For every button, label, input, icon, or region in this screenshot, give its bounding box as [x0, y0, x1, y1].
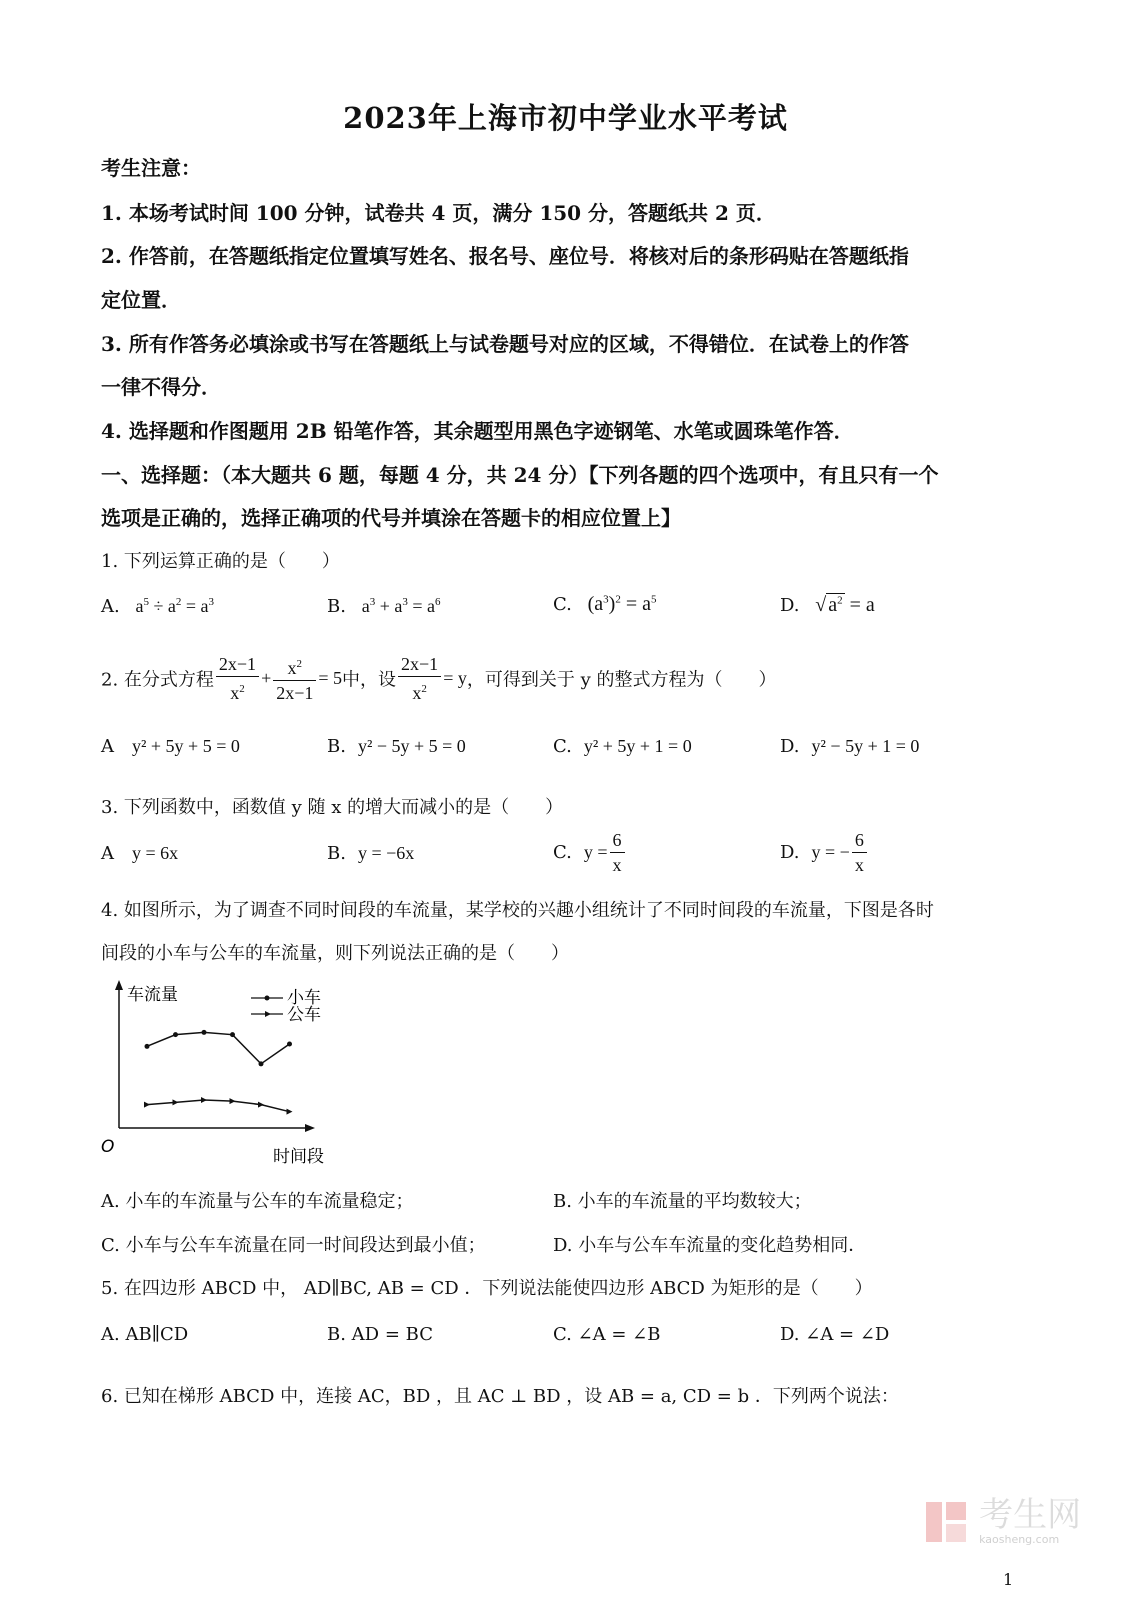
q3-option-c: C. y = $\frac{6}{x}$ [553, 828, 627, 877]
q5-stem: 5. 在四边形 ABCD 中， AD∥BC, AB = CD ．下列说法能使四边形 ABCD 为矩形的是（ ） [101, 1278, 873, 1299]
page-title: 2023年上海市初中学业水平考试 [343, 101, 788, 135]
q2-stem: 2. 在分式方程 $\frac{2x-1}{x^2}$ + $\frac{x^2}{2x-1}$ = 5中，设 $\frac{2x-1}{x^2}$ = y，可得到关于 y 的整式方程为（ ） [101, 654, 777, 703]
bus-point-1 [144, 1102, 150, 1108]
q3-option-b: B. y = −6x [327, 843, 415, 864]
q5-option-b: B. AD = BC [327, 1324, 433, 1345]
q3-stem: 3. 下列函数中，函数值 y 随 x 的增大而减小的是（ ） [101, 797, 564, 818]
legend-marker-bus [265, 1011, 271, 1017]
bus-point-4 [230, 1098, 236, 1104]
bus-point-5 [258, 1102, 264, 1108]
car-point-3 [202, 1030, 207, 1035]
legend-marker-car [265, 996, 270, 1001]
watermark [922, 1497, 1081, 1546]
bus-point-2 [173, 1099, 179, 1105]
y-axis-arrow [115, 980, 123, 990]
q4-option-a: A. 小车的车流量与公车的车流量稳定； [101, 1191, 414, 1212]
q4-option-b: B. 小车的车流量的平均数较大； [553, 1191, 812, 1212]
bus-point-3 [201, 1097, 207, 1103]
notice-item-4: 4. 选择题和作图题用 2B 铅笔作答，其余题型用黑色字迹钢笔、水笔或圆珠笔作答． [101, 419, 854, 443]
page-number: 1 [1003, 1570, 1014, 1589]
notice-item-3b: 一律不得分． [101, 375, 221, 399]
q5-option-a: A. AB∥CD [101, 1324, 189, 1345]
x-axis-arrow [305, 1124, 315, 1132]
series-line-car [147, 1032, 290, 1064]
watermark-text: 考生网 [979, 1495, 1082, 1535]
watermark-logo-icon [922, 1498, 970, 1546]
car-point-6 [287, 1042, 292, 1047]
x-axis-label: 时间段 [273, 1147, 324, 1166]
car-point-1 [145, 1044, 150, 1049]
notice-item-2a: 2. 作答前，在答题纸指定位置填写姓名、报名号、座位号．将核对后的条形码贴在答题纸指 [101, 244, 909, 268]
notice-item-2b: 定位置． [101, 288, 181, 312]
y-axis-label: 车流量 [127, 985, 178, 1005]
q1-option-a: A. $a^5 \div a^2 = a^3$ [101, 596, 214, 617]
q2-option-d: D. y² − 5y + 1 = 0 [780, 736, 920, 757]
series-line-bus [147, 1100, 290, 1112]
notice-item-3a: 3. 所有作答务必填涂或书写在答题纸上与试卷题号对应的区域，不得错位．在试卷上的作答 [101, 332, 909, 356]
q2-option-c: C. y² + 5y + 1 = 0 [553, 736, 692, 757]
section1-line2: 选项是正确的，选择正确项的代号并填涂在答题卡的相应位置上】 [101, 506, 681, 530]
q3-option-d: D. y = − $\frac{6}{x}$ [780, 828, 869, 877]
bus-point-6 [287, 1109, 293, 1115]
q5-option-d: D. ∠A = ∠D [780, 1324, 890, 1345]
origin-label: O [101, 1137, 115, 1157]
q4-option-c: C. 小车与公车车流量在同一时间段达到最小值； [101, 1235, 486, 1256]
car-point-2 [173, 1032, 178, 1037]
legend [251, 988, 321, 1025]
q5-option-c: C. ∠A = ∠B [553, 1324, 661, 1345]
q1-stem: 1. 下列运算正确的是（ ） [101, 551, 340, 572]
q2-option-a: A y² + 5y + 5 = 0 [101, 736, 240, 757]
car-point-5 [259, 1061, 264, 1066]
q4-stem-1: 4. 如图所示，为了调查不同时间段的车流量，某学校的兴趣小组统计了不同时间段的车流量，下图是各时 [101, 900, 934, 921]
legend-label-car: 小车 [287, 988, 321, 1008]
legend-label-bus: 公车 [287, 1005, 321, 1025]
section1-line1: 一、选择题：（本大题共 6 题，每题 4 分，共 24 分）【下列各题的四个选项中，有且只有一个 [101, 463, 939, 487]
q1-option-d: D. √ $a^2 = a$ [780, 594, 875, 616]
notice-heading: 考生注意： [101, 156, 201, 180]
car-point-4 [230, 1032, 235, 1037]
q1-option-c: C. $(a^3)^2 = a^5$ [553, 593, 657, 615]
q1-option-b: B. $a^3 + a^3 = a^6$ [327, 596, 441, 617]
q4-option-d: D. 小车与公车车流量的变化趋势相同． [553, 1235, 867, 1256]
series-layer [144, 1030, 293, 1115]
traffic-chart [95, 976, 345, 1166]
notice-item-1: 1. 本场考试时间 100 分钟，试卷共 4 页，满分 150 分，答题纸共 2 页． [101, 201, 776, 225]
q3-option-a: A y = 6x [101, 843, 179, 864]
q6-stem: 6. 已知在梯形 ABCD 中，连接 AC，BD ，且 AC ⊥ BD ，设 AB = a, CD = b ．下列两个说法： [101, 1386, 899, 1407]
q2-option-b: B. y² − 5y + 5 = 0 [327, 736, 466, 757]
q4-stem-2: 间段的小车与公车的车流量，则下列说法正确的是（ ） [101, 943, 569, 964]
watermark-sub: kaosheng.com [979, 1533, 1060, 1546]
